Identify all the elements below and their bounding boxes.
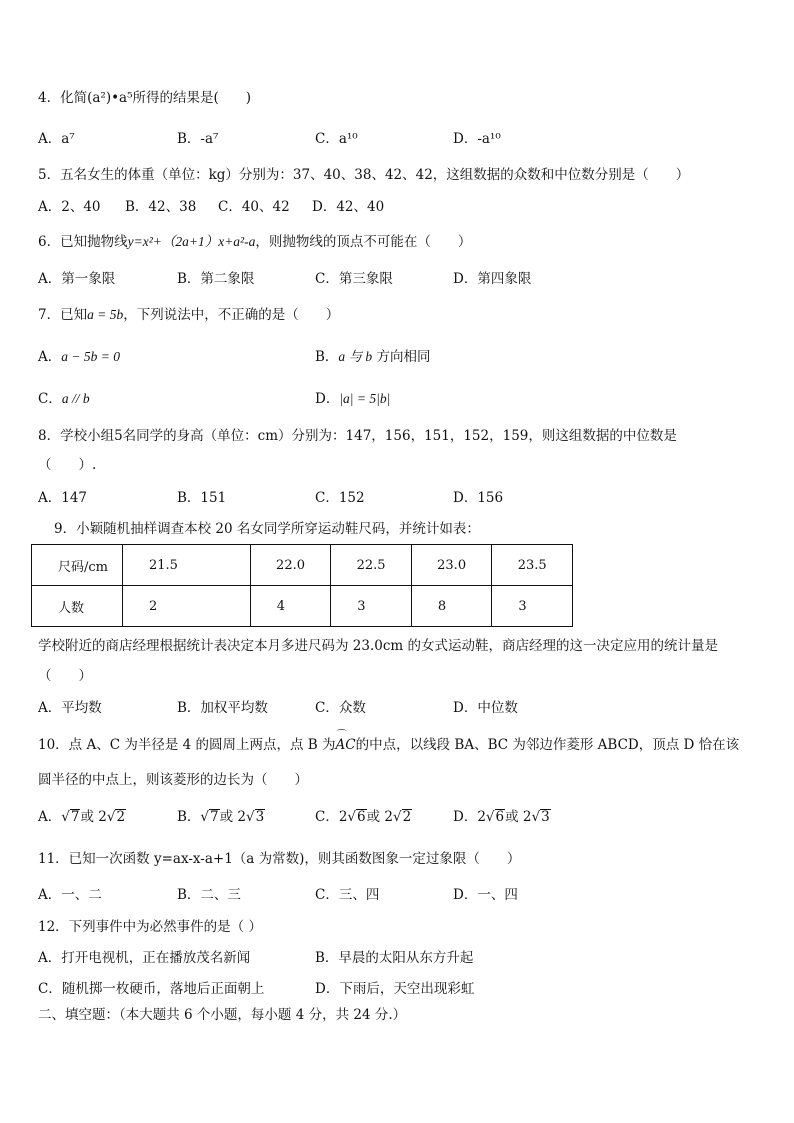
q7-option-d-label: D． bbox=[315, 391, 340, 407]
q8-option-b: B．151 bbox=[177, 490, 227, 506]
q10-stem bbox=[38, 736, 739, 754]
q10-option-d: D．2√6或 2√3 bbox=[453, 809, 550, 825]
q6-option-c: C．第三象限 bbox=[315, 271, 393, 287]
arc-ac-symbol: ⌒ AC bbox=[336, 736, 356, 754]
q7-option-c-formula: a // b bbox=[61, 391, 90, 406]
q12-option-d: D．下雨后，天空出现彩虹 bbox=[315, 981, 475, 997]
q4-stem: 4．化简(a²)•a⁵所得的结果是( ) bbox=[38, 90, 252, 106]
sqrt-radicand: 6 bbox=[495, 809, 505, 825]
q4-option-c: C．a¹⁰ bbox=[315, 131, 358, 147]
q4-option-b: B．-a⁷ bbox=[177, 131, 219, 147]
table-cell: 3 bbox=[331, 586, 412, 627]
q11-option-d: D．一、四 bbox=[453, 887, 518, 903]
q7-stem-suffix: ，下列说法中，不正确的是（ ） bbox=[123, 307, 340, 323]
section-heading: 二、填空题：（本大题共 6 个小题，每小题 4 分，共 24 分.） bbox=[38, 1007, 407, 1023]
q9-after-text-continued: （ ） bbox=[38, 668, 92, 684]
q10-option-c-mid: 或 2 bbox=[366, 809, 394, 825]
q9-option-d: D．中位数 bbox=[453, 700, 518, 716]
q7-option-b bbox=[315, 348, 430, 366]
q5-option-a: A．2、40 bbox=[38, 199, 101, 215]
q10-stem-prefix: 10．点 A、C 为半径是 4 的圆周上两点，点 B 为 bbox=[38, 737, 336, 753]
q6-stem-suffix: ，则抛物线的顶点不可能在（ ） bbox=[255, 234, 472, 250]
q10-option-c: C．2√6或 2√2 bbox=[315, 809, 412, 825]
q6-option-a: A．第一象限 bbox=[38, 271, 116, 287]
sqrt-radicand: 7 bbox=[70, 809, 80, 825]
q6-stem bbox=[38, 233, 471, 251]
q8-option-d: D．156 bbox=[453, 490, 504, 506]
q5-option-b: B．42、38 bbox=[125, 199, 197, 215]
q7-stem bbox=[38, 306, 339, 324]
table-header-count: 人数 bbox=[32, 586, 123, 627]
q6-stem-formula: y=x²+（2a+1）x+a²-a bbox=[127, 234, 256, 249]
q6-stem-prefix: 6．已知抛物线 bbox=[38, 234, 128, 250]
q10-option-a-label: A． bbox=[38, 809, 62, 825]
table-cell: 4 bbox=[250, 586, 331, 627]
sqrt-radicand: 2 bbox=[402, 809, 412, 825]
table-header-size: 尺码/cm bbox=[32, 545, 123, 586]
q6-option-b: B．第二象限 bbox=[177, 271, 255, 287]
q7-stem-prefix: 7．已知 bbox=[38, 307, 88, 323]
q7-option-c-label: C． bbox=[38, 391, 62, 407]
q12-option-c: C．随机掷一枚硬币，落地后正面朝上 bbox=[38, 981, 265, 997]
table-cell: 21.5 bbox=[123, 545, 251, 586]
table-cell: 22.0 bbox=[250, 545, 331, 586]
sqrt-radicand: 2 bbox=[116, 809, 126, 825]
q7-option-a-formula: a − 5b = 0 bbox=[61, 349, 120, 364]
q4-option-d: D．-a¹⁰ bbox=[453, 131, 501, 147]
table-cell: 23.5 bbox=[492, 545, 573, 586]
q10-option-a: A．√7或 2√2 bbox=[38, 809, 126, 825]
shoe-size-table bbox=[31, 544, 573, 627]
q10-option-b-mid: 或 2 bbox=[219, 809, 247, 825]
q7-option-d-formula: |a| = 5|b| bbox=[339, 391, 391, 406]
q10-stem-suffix: 的中点，以线段 BA、BC 为邻边作菱形 ABCD，顶点 D 恰在该 bbox=[355, 737, 740, 753]
table-cell: 22.5 bbox=[331, 545, 412, 586]
table-row bbox=[32, 545, 573, 586]
table-row bbox=[32, 586, 573, 627]
sqrt-radicand: 7 bbox=[210, 809, 219, 825]
q7-option-c bbox=[38, 390, 90, 408]
q10-option-b: B．√7或 2√3 bbox=[177, 809, 265, 825]
q10-stem-continued: 圆半径的中点上，则该菱形的边长为（ ） bbox=[38, 772, 308, 788]
q7-option-b-formula: a 与 b bbox=[338, 349, 373, 364]
sqrt-radicand: 3 bbox=[541, 809, 550, 825]
q10-option-b-label: B． bbox=[177, 809, 201, 825]
q8-stem: 8．学校小组5名同学的身高（单位：cm）分别为：147，156，151，152，159，则这组数据的中位数是 bbox=[38, 428, 677, 444]
q5-option-d: D．42、40 bbox=[312, 199, 385, 215]
q7-option-a bbox=[38, 348, 120, 366]
q12-option-b: B．早晨的太阳从东方升起 bbox=[315, 950, 474, 966]
q9-option-a: A．平均数 bbox=[38, 700, 102, 716]
q11-option-a: A．一、二 bbox=[38, 887, 102, 903]
q10-option-d-label: D．2 bbox=[453, 809, 486, 825]
q11-stem: 11．已知一次函数 y=ax-x-a+1（a 为常数)，则其函数图象一定过象限（ ） bbox=[38, 851, 521, 867]
q9-option-b: B．加权平均数 bbox=[177, 700, 268, 716]
table-cell: 8 bbox=[411, 586, 492, 627]
q7-option-b-label: B． bbox=[315, 349, 339, 365]
q10-option-d-mid: 或 2 bbox=[505, 809, 532, 825]
q8-option-a: A．147 bbox=[38, 490, 88, 506]
q9-option-c: C．众数 bbox=[315, 700, 366, 716]
q6-option-d: D．第四象限 bbox=[453, 271, 532, 287]
q8-option-c: C．152 bbox=[315, 490, 365, 506]
q9-after-text: 学校附近的商店经理根据统计表决定本月多进尺码为 23.0cm 的女式运动鞋，商店经理的这一决定应用的统计量是 bbox=[38, 638, 719, 654]
q7-stem-formula: a = 5b bbox=[87, 307, 124, 322]
q8-stem-continued: （ ）. bbox=[38, 457, 97, 473]
q9-stem: 9．小颖随机抽样调查本校 20 名女同学所穿运动鞋尺码，并统计如表： bbox=[54, 521, 480, 537]
q7-option-b-text: 方向相同 bbox=[372, 349, 431, 365]
q4-option-a: A．a⁷ bbox=[38, 131, 75, 147]
table-cell: 23.0 bbox=[411, 545, 492, 586]
q10-option-c-label: C．2 bbox=[315, 809, 348, 825]
q5-option-c: C．40、42 bbox=[218, 199, 290, 215]
q7-option-d bbox=[315, 390, 390, 408]
q11-option-b: B．二、三 bbox=[177, 887, 241, 903]
q7-option-a-label: A． bbox=[38, 349, 62, 365]
q10-option-a-mid: 或 2 bbox=[80, 809, 107, 825]
q11-option-c: C．三、四 bbox=[315, 887, 380, 903]
table-cell: 3 bbox=[492, 586, 573, 627]
sqrt-radicand: 3 bbox=[255, 809, 265, 825]
q12-option-a: A．打开电视机，正在播放茂名新闻 bbox=[38, 950, 251, 966]
q12-stem: 12．下列事件中为必然事件的是（ ） bbox=[38, 919, 262, 935]
table-cell: 2 bbox=[123, 586, 251, 627]
q5-stem: 5．五名女生的体重（单位：kg）分别为：37、40、38、42、42，这组数据的众数和中位数分别是（ ） bbox=[38, 167, 690, 183]
sqrt-radicand: 6 bbox=[357, 809, 366, 825]
